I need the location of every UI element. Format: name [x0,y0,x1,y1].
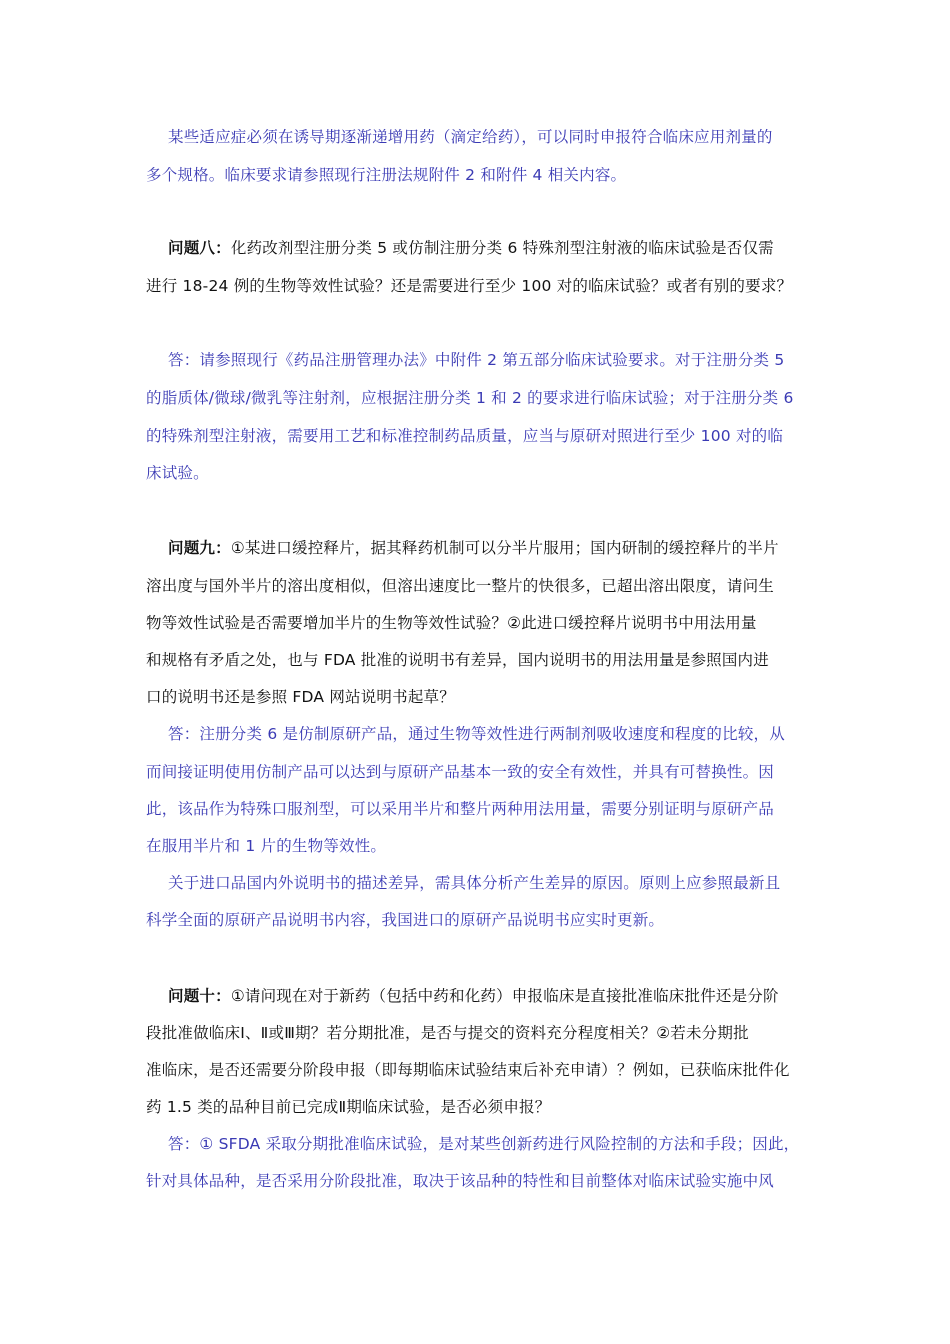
answer-10-line-1: 答：① SFDA 采取分期批准临床试验，是对某些创新药进行风险控制的方法和手段；因此， [168,1135,800,1153]
answer-8-line-2: 的脂质体/微球/微乳等注射剂，应根据注册分类 1 和 2 的要求进行临床试验；对于注册分类 6 [146,389,794,407]
question-10-label: 问题十： [168,987,231,1005]
answer-9-line-2: 而间接证明使用仿制产品可以达到与原研产品基本一致的安全有效性，并具有可替换性。因 [146,763,775,781]
question-9-line-4: 和规格有矛盾之处，也与 FDA 批准的说明书有差异，国内说明书的用法用量是参照国内进 [146,651,769,669]
answer-8-line-3: 的特殊剂型注射液，需要用工艺和标准控制药品质量，应当与原研对照进行至少 100 对的临 [146,427,784,445]
question-9-line-3: 物等效性试验是否需要增加半片的生物等效性试验？②此进口缓控释片说明书中用法用量 [146,614,757,632]
answer-9-line-3: 此，该品作为特殊口服剂型，可以采用半片和整片两种用法用量，需要分别证明与原研产品 [146,800,775,818]
answer-9-line-1: 答：注册分类 6 是仿制原研产品，通过生物等效性进行两制剂吸收速度和程度的比较，从 [168,725,785,743]
answer-9-line-6: 科学全面的原研产品说明书内容，我国进口的原研产品说明书应实时更新。 [146,911,665,929]
answer-8-line-4: 床试验。 [146,464,209,482]
question-9-line-5: 口的说明书还是参照 FDA 网站说明书起草？ [146,688,455,706]
question-8-line-1 [168,238,774,258]
answer-9-line-4: 在服用半片和 1 片的生物等效性。 [146,837,387,855]
question-10-line-4: 药 1.5 类的品种目前已完成Ⅱ期临床试验，是否必须申报？ [146,1098,551,1116]
answer-9-line-5: 关于进口品国内外说明书的描述差异，需具体分析产生差异的原因。原则上应参照最新且 [168,874,781,892]
answer-10-line-2: 针对具体品种，是否采用分阶段批准，取决于该品种的特性和目前整体对临床试验实施中风 [146,1172,775,1190]
question-10-line-2: 段批准做临床Ⅰ、Ⅱ或Ⅲ期？若分期批准，是否与提交的资料充分程度相关？②若未分期批 [146,1024,749,1042]
intro-line-1: 某些适应症必须在诱导期逐渐递增用药（滴定给药），可以同时申报符合临床应用剂量的 [168,128,773,146]
question-9-text: ①某进口缓控释片，据其释药机制可以分半片服用；国内研制的缓控释片的半片 [230,539,779,557]
intro-line-2: 多个规格。临床要求请参照现行注册法规附件 2 和附件 4 相关内容。 [146,166,627,184]
question-9-line-2: 溶出度与国外半片的溶出度相似，但溶出速度比一整片的快很多，已超出溶出限度，请问生 [146,577,775,595]
question-10-line-1 [168,986,779,1006]
question-9-label: 问题九： [168,539,231,557]
question-8-text: 化药改剂型注册分类 5 或仿制注册分类 6 特殊剂型注射液的临床试验是否仅需 [230,239,774,257]
question-10-line-3: 准临床，是否还需要分阶段申报（即每期临床试验结束后补充申请）？例如，已获临床批件化 [146,1061,790,1079]
question-10-text: ①请问现在对于新药（包括中药和化药）申报临床是直接批准临床批件还是分阶 [230,987,779,1005]
answer-8-line-1: 答：请参照现行《药品注册管理办法》中附件 2 第五部分临床试验要求。对于注册分类 5 [168,351,785,369]
question-8-label: 问题八： [168,239,231,257]
question-8-line-2: 进行 18-24 例的生物等效性试验？还是需要进行至少 100 对的临床试验？或者有别的要求？ [146,277,793,295]
question-9-line-1 [168,538,779,558]
